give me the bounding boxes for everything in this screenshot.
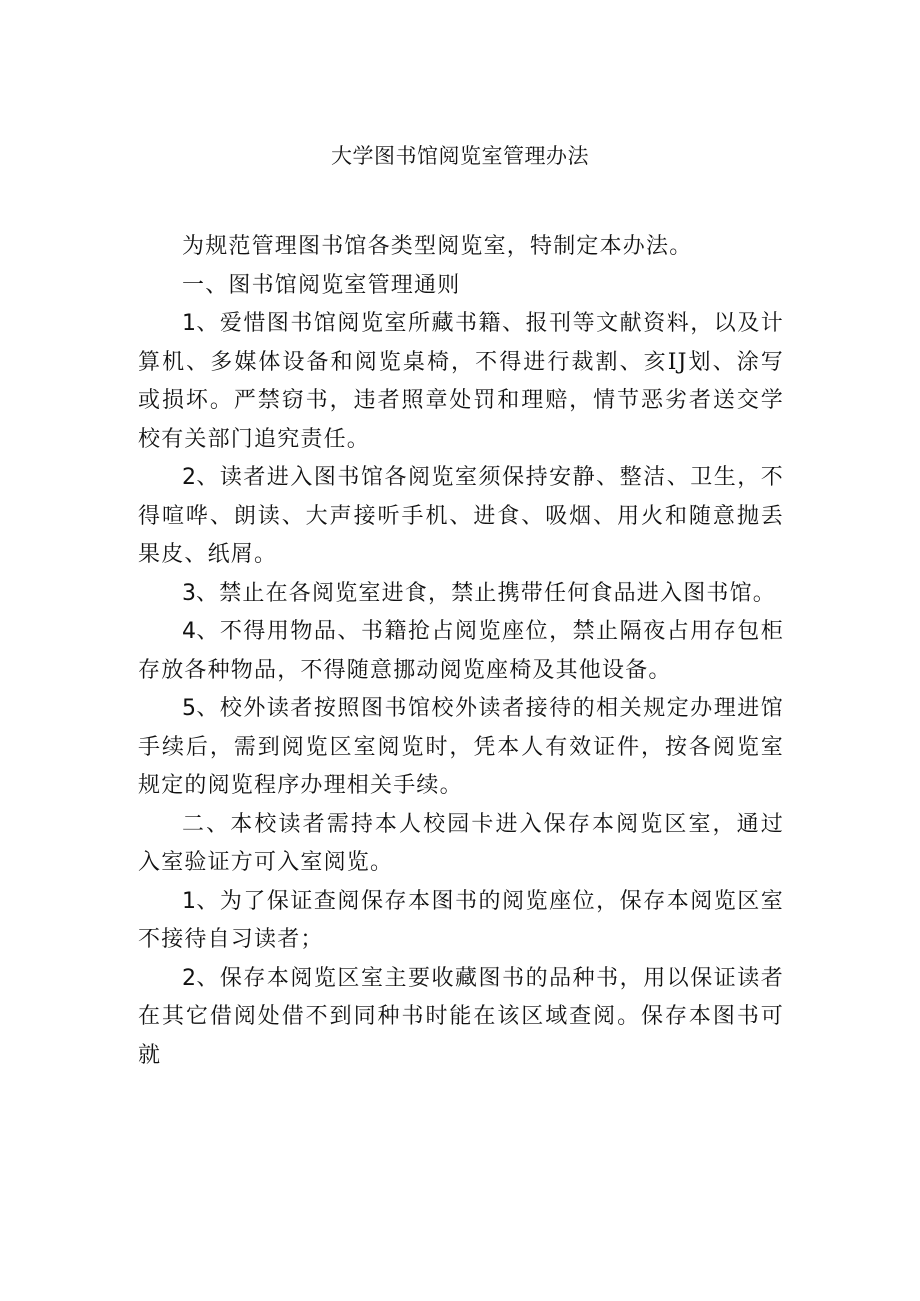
paragraph-text: 、爱惜图书馆阅览室所藏书籍、报刊等文献资料，以及计算机、多媒体设备和阅览桌椅，不得进行裁割、亥IJ划、涂写或损坏。严禁窃书，违者照章处罚和理赔，情节恶劣者送交学校有关部门追究责任。: [138, 311, 784, 452]
paragraph-text: 、读者进入图书馆各阅览室须保持安静、整洁、卫生，不得喧哗、朗读、大声接听手机、进食、吸烟、用火和随意抛丢果皮、纸屑。: [138, 465, 784, 567]
paragraph-text: 为规范管理图书馆各类型阅览室，特制定本办法。: [182, 234, 693, 259]
rule-item-3: [138, 575, 784, 614]
rule-item-1: [138, 305, 784, 459]
section2-item-1: [138, 883, 784, 960]
section2-item-2: [138, 960, 784, 1076]
item-number: 1: [182, 888, 196, 914]
item-number: 2: [182, 965, 196, 991]
paragraph-text: 一、图书馆阅览室管理通则: [182, 272, 461, 298]
rule-item-4: [138, 613, 784, 690]
paragraph-text: 二、本校读者需持本人校园卡进入保存本阅览区室，通过入室验证方可入室阅览。: [138, 811, 784, 875]
paragraph-text: 、保存本阅览区室主要收藏图书的品种书，用以保证读者在其它借阅处借不到同种书时能在该区域查阅。保存本图书可就: [138, 965, 784, 1068]
paragraph-text: 、禁止在各阅览室进食，禁止携带任何食品进入图书馆。: [196, 580, 777, 606]
section-heading-2: [138, 806, 784, 883]
rule-item-5: [138, 690, 784, 806]
item-number: 3: [182, 580, 196, 606]
item-number: 5: [182, 696, 196, 721]
document-body: [138, 228, 784, 1075]
paragraph-text: 、校外读者按照图书馆校外读者接待的相关规定办理进馆手续后，需到阅览区室阅览时，凭本人有效证件，按各阅览室规定的阅览程序办理相关手续。: [138, 696, 784, 798]
paragraph-intro: [138, 228, 784, 267]
item-number: 1: [182, 311, 196, 336]
section-heading-1: [138, 267, 784, 306]
document-title: 大学图书馆阅览室管理办法: [331, 144, 589, 168]
item-number: 2: [182, 465, 196, 490]
rule-item-2: [138, 459, 784, 575]
item-number: 4: [182, 619, 196, 644]
paragraph-text: 、不得用物品、书籍抢占阅览座位，禁止隔夜占用存包柜存放各种物品，不得随意挪动阅览座椅及其他设备。: [138, 619, 784, 683]
paragraph-text: 、为了保证查阅保存本图书的阅览座位，保存本阅览区室不接待自习读者；: [138, 888, 784, 952]
